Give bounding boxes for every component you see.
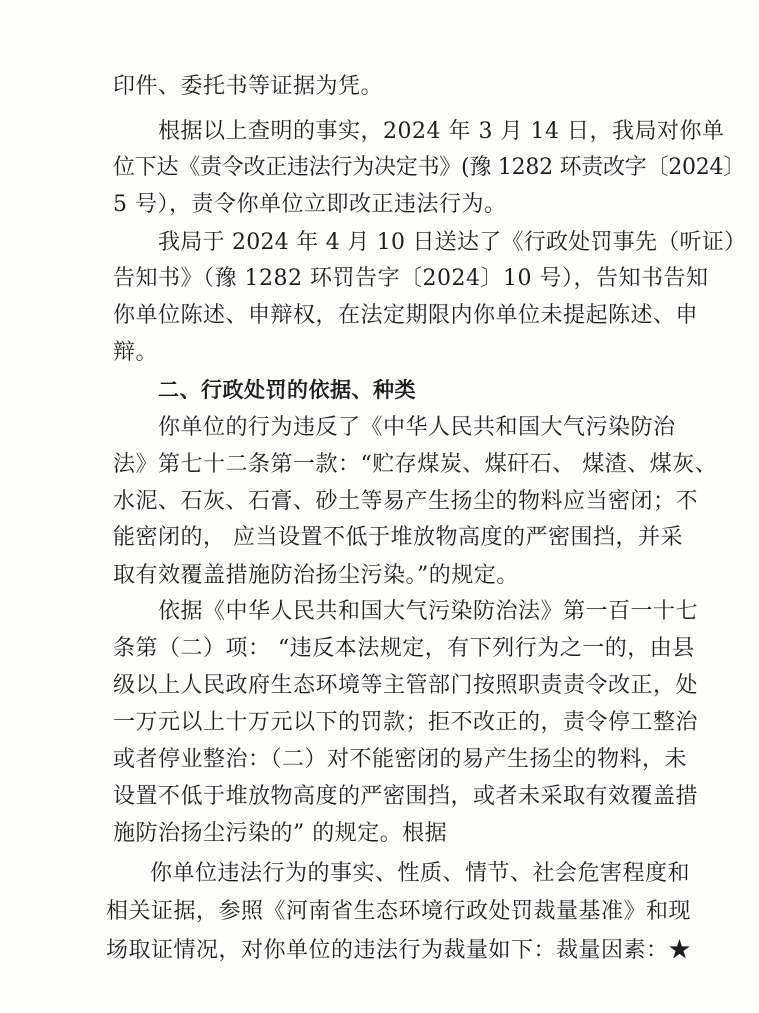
text-line: 设置不低于堆放物高度的严密围挡，或者未采取有效覆盖措 <box>113 784 699 809</box>
text-line: 能密闭的， 应当设置不低于堆放物高度的严密围挡，并采 <box>113 525 683 550</box>
text-line: 级以上人民政府生态环境等主管部门按照职责责令改正，处 <box>113 673 699 698</box>
text-line: 辩。 <box>113 340 159 365</box>
text-line: 场取证情况，对你单位的违法行为裁量如下：裁量因素：★ <box>106 938 692 963</box>
text-line: 取有效覆盖措施防治扬尘污染。”的规定。 <box>113 563 519 588</box>
section-heading: 二、行政处罚的依据、种类 <box>158 378 416 402</box>
text-line: 一万元以上十万元以下的罚款；拒不改正的，责令停工整治 <box>113 710 699 735</box>
text-line: 条第（二）项： “违反本法规定，有下列行为之一的，由县 <box>113 636 695 661</box>
text-line: 你单位的行为违反了《中华人民共和国大气污染防治 <box>158 415 676 440</box>
text-line: 水泥、石灰、石膏、砂土等易产生扬尘的物料应当密闭；不 <box>113 489 699 514</box>
text-line: 位下达《责令改正违法行为决定书》(豫 1282 环责改字〔2024〕 <box>113 155 746 180</box>
text-line: 相关证据，参照《河南省生态环境行政处罚裁量基准》和现 <box>106 899 692 924</box>
text-line: 依据《中华人民共和国大气污染防治法》第一百一十七 <box>158 599 699 624</box>
text-line: 施防治扬尘污染的” 的规定。根据 <box>113 821 448 846</box>
text-line: 我局于 2024 年 4 月 10 日送达了《行政处罚事先（听证） <box>158 230 747 255</box>
text-line: 法》第七十二条第一款：“贮存煤炭、煤矸石、 煤渣、煤灰、 <box>113 452 718 477</box>
text-line: 告知书》（豫 1282 环罚告字〔2024〕10 号），告知书告知 <box>113 266 709 291</box>
text-line: 你单位陈述、申辩权，在法定期限内你单位未提起陈述、申 <box>113 303 699 328</box>
text-line: 5 号），责令你单位立即改正违法行为。 <box>113 192 507 217</box>
text-line: 印件、委托书等证据为凭。 <box>113 74 384 99</box>
text-line: 根据以上查明的事实，2024 年 3 月 14 日，我局对你单 <box>158 119 725 144</box>
text-line: 你单位违法行为的事实、性质、情节、社会危害程度和 <box>150 861 691 886</box>
text-line: 或者停业整治：（二）对不能密闭的易产生扬尘的物料，未 <box>113 747 688 772</box>
